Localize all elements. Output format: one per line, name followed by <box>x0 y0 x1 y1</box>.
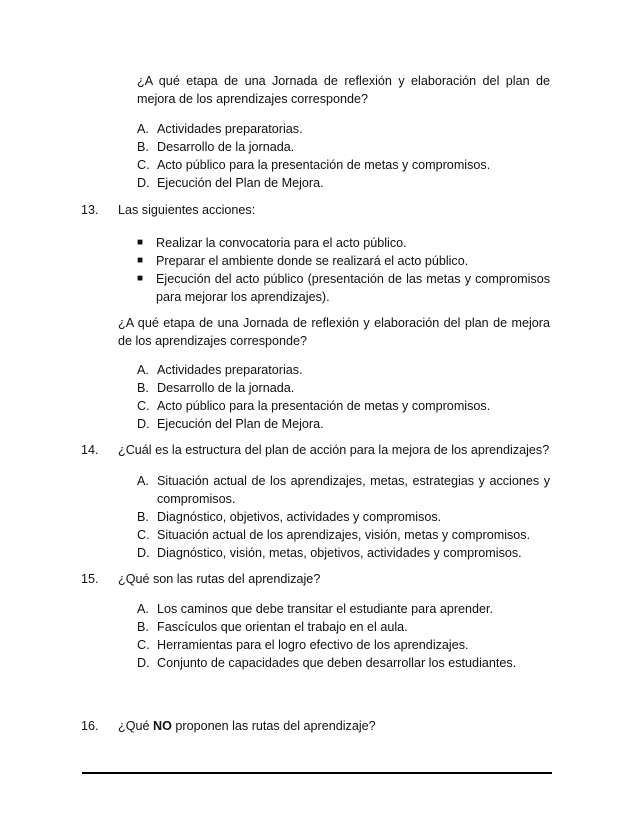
option-a <box>137 600 557 618</box>
option-text: Desarrollo de la jornada. <box>157 140 295 154</box>
stem-line: de los aprendizajes corresponde? <box>118 334 308 348</box>
option-text: Desarrollo de la jornada. <box>157 381 295 395</box>
question-number-15: 15. <box>81 572 99 586</box>
option-letter: A. <box>137 474 149 488</box>
option-c <box>137 397 557 415</box>
option-letter: D. <box>137 656 150 670</box>
question-number-16: 16. <box>81 719 99 733</box>
q15-options <box>137 600 557 672</box>
option-text: Actividades preparatorias. <box>157 122 303 136</box>
stem-line: ¿A qué etapa de una Jornada de reflexión y elaboración del plan de mejora <box>118 316 550 330</box>
option-c <box>137 156 557 174</box>
option-text: compromisos. <box>157 492 236 506</box>
square-bullet-icon: ■ <box>137 255 144 266</box>
prev-question-stem <box>137 72 550 108</box>
stem-line: ¿A qué etapa de una Jornada de reflexión y elaboración del plan de <box>137 74 550 88</box>
option-a <box>137 472 550 490</box>
q15-stem: ¿Qué son las rutas del aprendizaje? <box>118 572 321 586</box>
option-b <box>137 138 557 156</box>
square-bullet-icon: ■ <box>137 273 144 284</box>
emphasis-no: NO <box>153 719 172 733</box>
option-d <box>137 174 557 192</box>
option-d <box>137 415 557 433</box>
option-letter: B. <box>137 620 149 634</box>
option-letter: C. <box>137 528 150 542</box>
option-a-continuation <box>137 490 550 508</box>
stem-line: mejora de los aprendizajes corresponde? <box>137 92 369 106</box>
option-text: Situación actual de los aprendizajes, metas, estrategias y acciones y <box>157 474 550 488</box>
q13-bullet-list <box>137 234 550 306</box>
footer-rule <box>82 772 552 774</box>
option-d <box>137 654 557 672</box>
bullet-item: ■ Realizar la convocatoria para el acto público. <box>137 236 407 250</box>
option-b <box>137 618 557 636</box>
option-b <box>137 379 557 397</box>
bullet-item: ■ Preparar el ambiente donde se realizará el acto público. <box>137 254 469 268</box>
option-letter: C. <box>137 399 150 413</box>
option-letter: A. <box>137 122 149 136</box>
option-b <box>137 508 550 526</box>
option-letter: D. <box>137 417 150 431</box>
option-text: Actividades preparatorias. <box>157 363 303 377</box>
q13-options <box>137 361 557 433</box>
question-number-13: 13. <box>81 203 99 217</box>
option-letter: C. <box>137 158 150 172</box>
prev-question-options <box>137 120 557 192</box>
option-text: Los caminos que debe transitar el estudiante para aprender. <box>157 602 494 616</box>
q16-stem: ¿Qué NO proponen las rutas del aprendizaje? <box>118 719 376 733</box>
option-a <box>137 361 557 379</box>
option-text: Ejecución del Plan de Mejora. <box>157 417 324 431</box>
question-number-14: 14. <box>81 443 99 457</box>
q14-stem: ¿Cuál es la estructura del plan de acción para la mejora de los aprendizajes? <box>118 443 550 457</box>
option-c <box>137 636 557 654</box>
option-text: Herramientas para el logro efectivo de los aprendizajes. <box>157 638 469 652</box>
option-c <box>137 526 550 544</box>
bullet-item-continuation: para mejorar los aprendizajes). <box>156 290 330 304</box>
option-letter: B. <box>137 140 149 154</box>
option-text: Acto público para la presentación de metas y compromisos. <box>157 399 491 413</box>
bullet-item: ■ Ejecución del acto público (presentación de las metas y compromisos <box>137 272 550 286</box>
option-d <box>137 544 550 562</box>
option-letter: C. <box>137 638 150 652</box>
q13-intro: Las siguientes acciones: <box>118 203 256 217</box>
square-bullet-icon: ■ <box>137 237 144 248</box>
option-letter: A. <box>137 363 149 377</box>
q14-options <box>137 472 550 562</box>
option-letter: D. <box>137 176 150 190</box>
q13-stem <box>118 314 550 350</box>
option-letter: D. <box>137 546 150 560</box>
option-text: Ejecución del Plan de Mejora. <box>157 176 324 190</box>
option-text: Conjunto de capacidades que deben desarrollar los estudiantes. <box>157 656 517 670</box>
option-text: Diagnóstico, objetivos, actividades y compromisos. <box>157 510 442 524</box>
option-text: Acto público para la presentación de metas y compromisos. <box>157 158 491 172</box>
option-text: Situación actual de los aprendizajes, visión, metas y compromisos. <box>157 528 531 542</box>
option-a <box>137 120 557 138</box>
option-letter: B. <box>137 381 149 395</box>
option-text: Diagnóstico, visión, metas, objetivos, actividades y compromisos. <box>157 546 522 560</box>
option-letter: B. <box>137 510 149 524</box>
option-text: Fascículos que orientan el trabajo en el aula. <box>157 620 408 634</box>
option-letter: A. <box>137 602 149 616</box>
